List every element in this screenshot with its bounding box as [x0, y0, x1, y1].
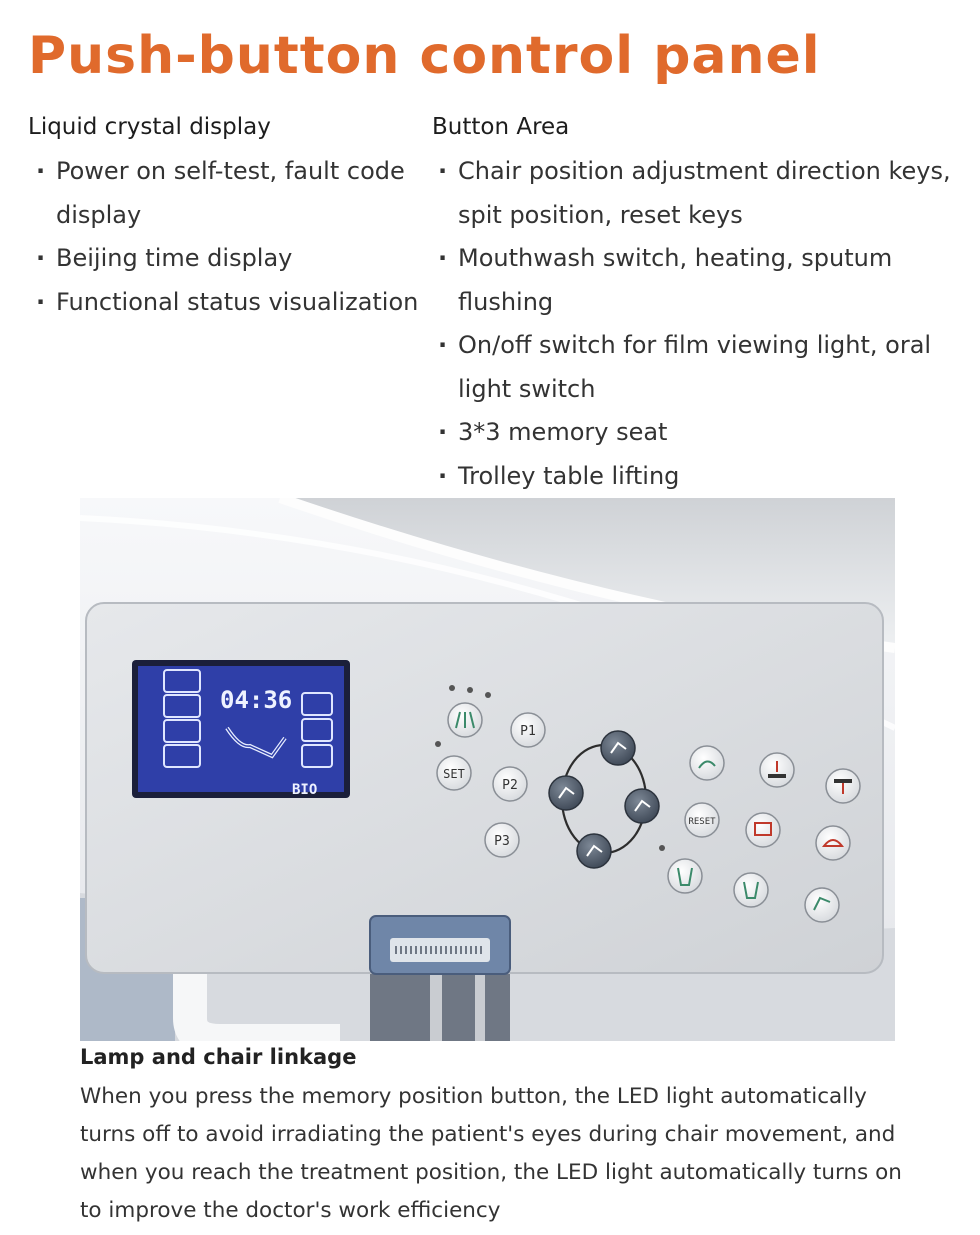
- list-item: · Mouthwash switch, heating, sputum flushing: [432, 237, 977, 324]
- p1-button[interactable]: [511, 713, 545, 747]
- oral-light-button[interactable]: [816, 826, 850, 860]
- reset-label: RESET: [688, 817, 716, 827]
- chair-down-button[interactable]: [577, 834, 611, 868]
- lcd-time: 04:36: [220, 686, 293, 714]
- button-feature-list: [432, 150, 977, 498]
- set-label: SET: [443, 767, 465, 781]
- heating-button[interactable]: [734, 873, 768, 907]
- list-item: · Chair position adjustment direction keys, spit position, reset keys: [432, 150, 977, 237]
- list-item: · Trolley table lifting: [432, 455, 977, 499]
- chair-right-button[interactable]: [625, 789, 659, 823]
- tray-up-button[interactable]: [760, 753, 794, 787]
- film-viewer-light-button[interactable]: [746, 813, 780, 847]
- p3-button[interactable]: [485, 823, 519, 857]
- list-item: · Beijing time display: [30, 237, 440, 281]
- list-item: · 3*3 memory seat: [432, 411, 977, 455]
- p1-label: P1: [520, 724, 536, 739]
- spit-position-button[interactable]: [690, 746, 724, 780]
- cup-fill-button[interactable]: [668, 859, 702, 893]
- lcd-screen: [132, 660, 350, 798]
- set-button[interactable]: [437, 756, 471, 790]
- lcd-mode: BIO: [292, 782, 318, 798]
- sputum-flush-button[interactable]: [805, 888, 839, 922]
- lcd-feature-list: [30, 150, 440, 324]
- control-panel-photo: [80, 498, 895, 1041]
- chair-up-button[interactable]: [601, 731, 635, 765]
- list-item: · Power on self-test, fault code display: [30, 150, 440, 237]
- page-title: Push-button control panel: [28, 26, 821, 86]
- chair-left-button[interactable]: [549, 776, 583, 810]
- list-item: · On/off switch for film viewing light, oral light switch: [432, 324, 977, 411]
- caption-body: When you press the memory position button, the LED light automatically turns off to avoid irradiating the patient's eyes during chair movement, and when you reach the treatment position, the LED light automatically turns on to improve the doctor's work efficiency: [80, 1084, 902, 1223]
- p3-label: P3: [494, 834, 510, 849]
- lcd-section-heading: Liquid crystal display: [28, 114, 271, 140]
- p2-label: P2: [502, 778, 518, 793]
- caption-heading: Lamp and chair linkage: [80, 1045, 357, 1069]
- tray-down-button[interactable]: [826, 769, 860, 803]
- p2-button[interactable]: [493, 767, 527, 801]
- reset-button[interactable]: [685, 803, 719, 837]
- chair-preset-button[interactable]: [448, 703, 482, 737]
- button-section-heading: Button Area: [432, 114, 570, 140]
- list-item: · Functional status visualization: [30, 281, 440, 325]
